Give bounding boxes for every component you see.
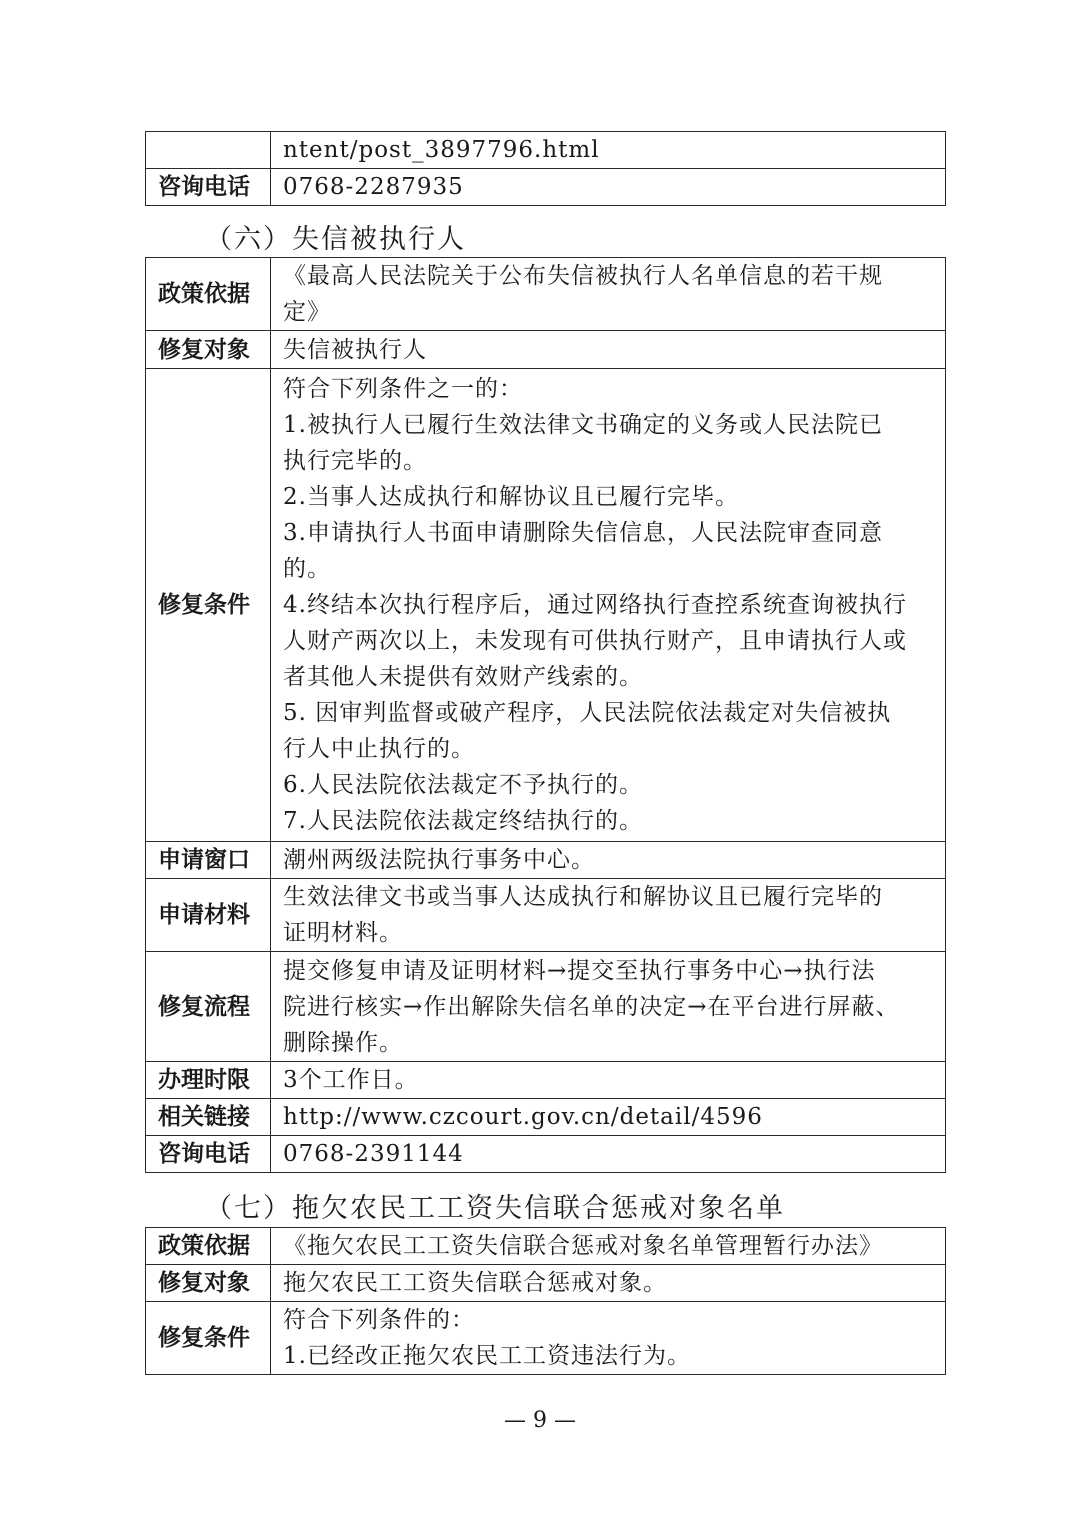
table-row [146,258,946,331]
text-line: 5. 因审判监督或破产程序，人民法院依法裁定对失信被执 [283,700,892,726]
table-row [146,132,946,169]
section-six-title: （六）失信被执行人 [205,224,466,255]
phone-value: 0768-2391144 [271,1136,946,1173]
row-label [146,132,271,169]
link-continuation: ntent/post_3897796.html [271,132,946,169]
text-line: 1.被执行人已履行生效法律文书确定的义务或人民法院已 [283,412,883,438]
target-value: 失信被执行人 [271,331,946,369]
text-line: 者其他人未提供有效财产线索的。 [283,664,643,690]
conditions-value [271,369,946,842]
text-line: 删除操作。 [283,1029,403,1056]
row-label: 修复对象 [146,1265,271,1302]
window-value: 潮州两级法院执行事务中心。 [271,842,946,879]
text-line: 行人中止执行的。 [283,736,475,762]
section-seven-title: （七）拖欠农民工工资失信联合惩戒对象名单 [205,1193,785,1224]
table-section-seven [145,1227,946,1375]
table-row [146,1265,946,1302]
table-row [146,1062,946,1099]
link-value: http://www.czcourt.gov.cn/detail/4596 [271,1099,946,1136]
text-line: 证明材料。 [283,920,403,946]
table-row [146,879,946,952]
time-value: 3个工作日。 [271,1062,946,1099]
text-line: 院进行核实→作出解除失信名单的决定→在平台进行屏蔽、 [283,993,900,1020]
table-row [146,369,946,842]
table-row [146,1136,946,1173]
table-row [146,842,946,879]
policy-value [271,258,946,331]
text-line: 《最高人民法院关于公布失信被执行人名单信息的若干规 [283,263,883,289]
conditions-value [271,1302,946,1375]
row-label: 修复流程 [146,952,271,1062]
text-line: 定》 [283,299,331,325]
row-label: 申请材料 [146,879,271,952]
text-line: 提交修复申请及证明材料→提交至执行事务中心→执行法 [283,957,876,984]
text-line: 2.当事人达成执行和解协议且已履行完毕。 [283,484,739,510]
text-line: 3.申请执行人书面申请删除失信信息，人民法院审查同意 [283,520,883,546]
text-line: 符合下列条件的： [283,1307,475,1333]
table-row [146,952,946,1062]
text-line: 7.人民法院依法裁定终结执行的。 [283,808,643,834]
page-number: — 9 — [504,1408,576,1433]
table-row [146,1228,946,1265]
materials-value [271,879,946,952]
table-section-six [145,257,946,1173]
table-row [146,331,946,369]
text-line: 生效法律文书或当事人达成执行和解协议且已履行完毕的 [283,884,883,910]
text-line: 1.已经改正拖欠农民工工资违法行为。 [283,1343,691,1369]
phone-value: 0768-2287935 [271,169,946,206]
row-label: 修复对象 [146,331,271,369]
target-value: 拖欠农民工工资失信联合惩戒对象。 [271,1265,946,1302]
text-line: 6.人民法院依法裁定不予执行的。 [283,772,643,798]
process-value [271,952,946,1062]
table-row [146,1099,946,1136]
row-label: 办理时限 [146,1062,271,1099]
table-top [145,131,946,206]
text-line: 4.终结本次执行程序后，通过网络执行查控系统查询被执行 [283,592,907,618]
row-label: 修复条件 [146,369,271,842]
row-label: 咨询电话 [146,1136,271,1173]
row-label: 相关链接 [146,1099,271,1136]
table-row [146,169,946,206]
row-label: 修复条件 [146,1302,271,1375]
policy-value: 《拖欠农民工工资失信联合惩戒对象名单管理暂行办法》 [271,1228,946,1265]
table-row [146,1302,946,1375]
row-label: 政策依据 [146,258,271,331]
text-line: 符合下列条件之一的： [283,376,523,402]
row-label: 咨询电话 [146,169,271,206]
row-label: 政策依据 [146,1228,271,1265]
row-label: 申请窗口 [146,842,271,879]
text-line: 人财产两次以上，未发现有可供执行财产，且申请执行人或 [283,628,907,654]
text-line: 执行完毕的。 [283,448,427,474]
text-line: 的。 [283,556,331,582]
